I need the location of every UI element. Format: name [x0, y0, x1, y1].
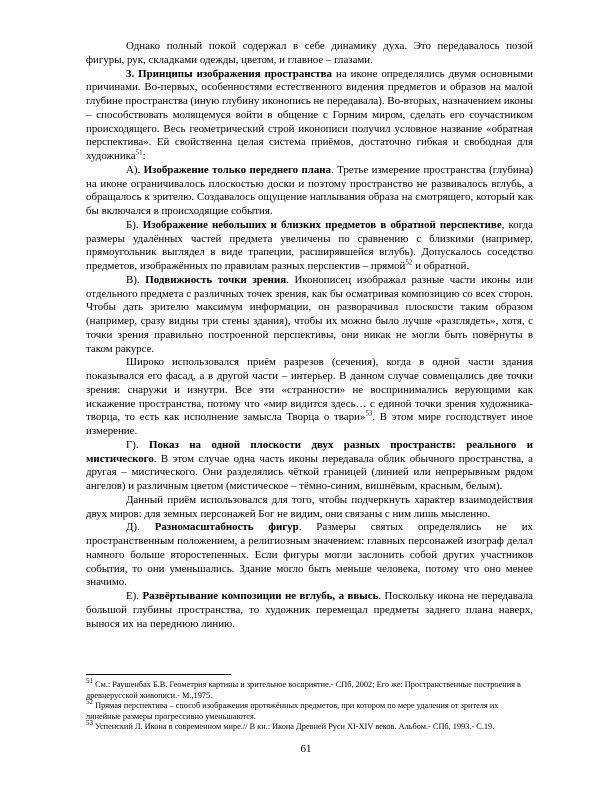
bold-term: Изображение только переднего плана — [143, 163, 332, 176]
bold-term: Изображение небольших и близких предметов в обратной перспективе — [142, 218, 502, 231]
paragraph: Однако полный покой содержал в себе динамику духа. Это передавалось позой фигуры, рук, складками одежды, цветом, и главное – глазами. — [86, 40, 533, 66]
bold-term: изображения пространства — [196, 67, 332, 80]
footnote: $^{52}$ Прямая перспектива – способ изображения протяжённых предметов, при котором по мере удаления от зрителя их линейные размеры прогрессивно уменьшаются. — [86, 698, 499, 721]
footnote: $^{51}$ См.: Раушенбах Б.В. Геометрия картины и зрительное восприятие.- СПб, 2002; Его же: Пространственные построения в древнерусской живописи.- М.,1975. — [86, 677, 521, 700]
bold-term: Подвижность точки зрения — [145, 273, 287, 286]
footnote-number: 51 — [86, 677, 93, 686]
footnote-ref[interactable]: 51 — [135, 148, 143, 157]
paragraph: Данный приём использовался для того, чтобы подчеркнуть характер взаимодействия двух миров: для земных персонажей Бог не видим, они связаны с ним лишь мысленно. — [86, 493, 533, 520]
paragraph: 3. Принципы изображения пространства на иконе определялись двумя основными причинами. Во-первых, особенностями естественного видения предметов и образов на малой глубине пространства (иную глубину иконопись не передавала). Во-вторых, назначением иконы – способствовать молящемуся войти в общение с Горним миром, сделать его соучастником происходящего. Весь геометрический строй иконописи получил условное название «обратная перспектива». Ей свойственна целая система приёмов, достаточно гибкая и свободная для художника$^{51}$: — [86, 67, 533, 162]
footnote-ref[interactable]: 52 — [405, 258, 413, 267]
footnote: $^{53}$ Успенский Л. Икона в современном мире.// В кн.: Икона Древней Руси XI-XIV веков. Альбом.- СПб, 1993.- С.19. — [86, 719, 495, 731]
paragraph: Широко использовался приём разрезов (сечения), когда в одной части здания показывался его фасад, а в другой части – интерьер. В данном случае совмещались две точки зрения: снаружи и изнутри. Все эти «странности» не воспринимались верующими как искажение пространства, потому что «мир видится здесь… с единой точки зрения художника-творца, то есть как исполнение замысла Творца о твари»$^{53}$. В этом мире господствует иное измерение. — [86, 356, 534, 437]
paragraph: Г). Показ на одной плоскости двух разных пространств: реального и мистического. В этом случае одна часть иконы передавала облик обычного пространства, а другая – мистического. Они разделялись чёткой границей (линией или непрерывным рядом ангелов) и различным цветом (мистическое – тёмно-синим, вишнёвым, красным, белым). — [86, 438, 533, 492]
paragraph: Е). Развёртывание композиции не вглубь, а ввысь. Поскольку икона не передавала большой глубины пространства, то художник перемещал предметы заднего плана наверх, вынося их на переднюю линию. — [86, 590, 533, 630]
bold-term: Показ на одной плоскости двух разных пространств: реального и мистического — [86, 438, 533, 465]
paragraph: Д). Разномасштабность фигур. Размеры святых определялись не их пространственным положением, а религиозным значением: главных персонажей изограф делал намного больше второстепенных. Если фигуры могли заслонить собой других участников события, то они уменьшались. Здание могло быть меньше человека, потому что оно менее значимо. — [86, 521, 533, 589]
paragraph: А). Изображение только переднего плана. Третье измерение пространства (глубина) на иконе ограничивалось плоскостью доски и поэтому пространство не развивалось вглубь, а обращалось к зрителю. Создавалось ощущение наплывания образа на смотрящего, который как бы включался в происходящие события. — [86, 163, 534, 217]
footnote-separator — [86, 674, 231, 675]
paragraph: В). Подвижность точки зрения. Иконописец изображал разные части иконы или отдельного предмета с различных точек зрения, как бы осматривая композицию со всех сторон. Чтобы дать зрителю максимум информации, он разворачивал плоскости таким образом (например, сразу видны три стены здания), чтобы их можно было лучше «разглядеть», хотя, с точки зрения правильно построенной перспективы, они никак не могли быть повёрнуты в таком ракурсе. — [86, 273, 533, 355]
page-number: 61 — [300, 743, 312, 755]
body-text — [86, 40, 533, 631]
bold-term: Разномасштабность фигур — [154, 521, 299, 534]
footnote-ref[interactable]: 53 — [365, 409, 373, 418]
bold-term: Развёртывание композиции не вглубь, а ввысь — [142, 590, 379, 602]
footnote-number: 52 — [86, 698, 93, 707]
paragraph: Б). Изображение небольших и близких предметов в обратной перспективе, когда размеры удалённых частей предмета увеличены по сравнению с близкими (например, прямоугольник выглядел в виде трапеции, расширявшейся вглубь). Допускалось соседство предметов, изображённых по правилам разных перспектив – прямой$^{52}$ и обратной. — [86, 218, 533, 272]
footnotes — [86, 677, 533, 733]
footnote-number: 53 — [86, 719, 93, 728]
section-number: 3. Принципы — [126, 67, 197, 80]
